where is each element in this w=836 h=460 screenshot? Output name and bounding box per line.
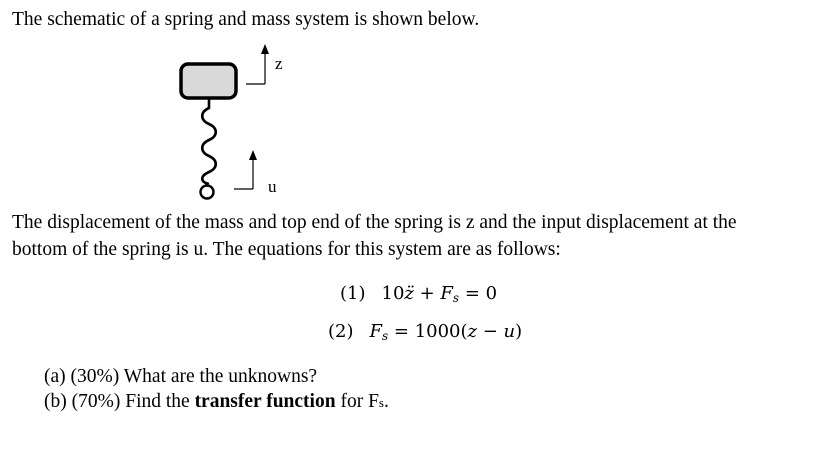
question-b-bold: transfer function bbox=[194, 391, 336, 412]
equation-2-number: (2) bbox=[328, 321, 354, 342]
equation-2-rhs: = 1000( bbox=[388, 321, 468, 342]
equation-1-force-sub: s bbox=[452, 291, 460, 305]
question-b bbox=[44, 392, 389, 412]
equation-2-u: u bbox=[503, 321, 516, 342]
paragraph-line-2: bottom of the spring is u. The equations for this system are as follows: bbox=[12, 239, 561, 260]
question-b-end: . bbox=[383, 391, 389, 412]
equation-2-force-sub: s bbox=[382, 329, 389, 343]
equation-1-coef: 10 bbox=[381, 283, 405, 304]
u-label: u bbox=[268, 177, 277, 196]
equation-1-plus: + bbox=[413, 283, 441, 304]
equation-2-force: F bbox=[369, 321, 382, 342]
z-label: z bbox=[275, 54, 283, 73]
spring-mass-schematic bbox=[160, 36, 300, 206]
z-arrow-head bbox=[261, 44, 269, 54]
spring-end bbox=[201, 186, 214, 199]
equation-1-rhs: = 0 bbox=[459, 283, 498, 304]
equation-1 bbox=[340, 285, 497, 304]
spring-coil bbox=[202, 98, 216, 184]
mass-block bbox=[181, 64, 236, 98]
question-b-prefix: (b) (70%) Find the bbox=[44, 391, 195, 412]
equation-2-minus: − bbox=[477, 321, 504, 342]
question-b-sub: s bbox=[378, 395, 384, 410]
equation-2-close: ) bbox=[515, 321, 523, 342]
equation-1-var: z̈ bbox=[404, 283, 414, 304]
equation-2-z: z bbox=[467, 321, 478, 342]
u-arrow-head bbox=[249, 150, 257, 160]
equation-1-number: (1) bbox=[340, 283, 366, 304]
schematic-svg bbox=[160, 36, 300, 206]
equation-1-force: F bbox=[440, 283, 453, 304]
question-a: (a) (30%) What are the unknowns? bbox=[44, 366, 318, 387]
question-b-suffix: for F bbox=[335, 391, 379, 412]
paragraph-line-1: The displacement of the mass and top end of the spring is z and the input displacement at the bbox=[12, 212, 737, 233]
equation-2 bbox=[328, 323, 522, 342]
intro-text: The schematic of a spring and mass system is shown below. bbox=[12, 9, 480, 30]
